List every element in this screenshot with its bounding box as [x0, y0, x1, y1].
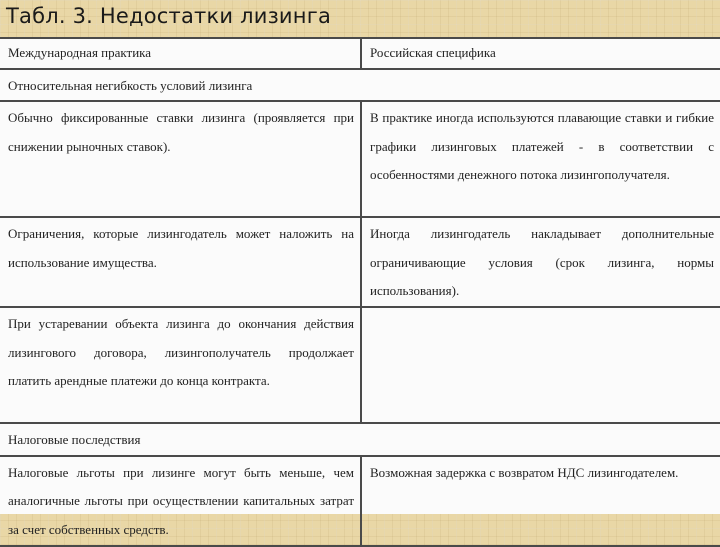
table-row: [0, 456, 720, 546]
scanned-table-image: [0, 37, 720, 537]
leasing-disadvantages-table: [0, 37, 720, 547]
cell-international-fixed-rates: Обычно фиксированные ставки лизинга (проявляется при снижении рыночных ставок).: [0, 101, 361, 217]
header-russian-specifics: Российская специфика: [361, 37, 720, 69]
table-row: [0, 307, 720, 423]
table-row: [0, 101, 720, 217]
section-row: [0, 423, 720, 456]
cell-russian-empty: [361, 307, 720, 423]
cell-russian-vat-delay: Возможная задержка с возвратом НДС лизингодателем.: [361, 456, 720, 546]
section-row: [0, 69, 720, 102]
cell-international-obsolescence: При устаревании объекта лизинга до окончания действия лизингового договора, лизингополучатель продолжает платить арендные платежи до конца контракта.: [0, 307, 361, 423]
table-top-edge: [0, 37, 720, 39]
table-row: [0, 217, 720, 307]
cell-international-usage-restrictions: Ограничения, которые лизингодатель может наложить на использование имущества.: [0, 217, 361, 307]
slide-title: Табл. 3. Недостатки лизинга: [6, 4, 332, 28]
table-header-row: [0, 37, 720, 69]
cell-russian-floating-rates: В практике иногда используются плавающие ставки и гибкие графики лизинговых платежей - в соответствии с особенностями денежного потока лизингополучателя.: [361, 101, 720, 217]
cell-russian-extra-conditions: Иногда лизингодатель накладывает дополнительные ограничивающие условия (срок лизинга, нормы использования).: [361, 217, 720, 307]
cell-international-tax-benefits: Налоговые льготы при лизинге могут быть меньше, чем аналогичные льготы при осуществлении капитальных затрат за счет собственных средств.: [0, 456, 361, 546]
header-international-practice: Международная практика: [0, 37, 361, 69]
section-title-inflexibility: Относительная негибкость условий лизинга: [0, 69, 720, 102]
section-title-tax-consequences: Налоговые последствия: [0, 423, 720, 456]
